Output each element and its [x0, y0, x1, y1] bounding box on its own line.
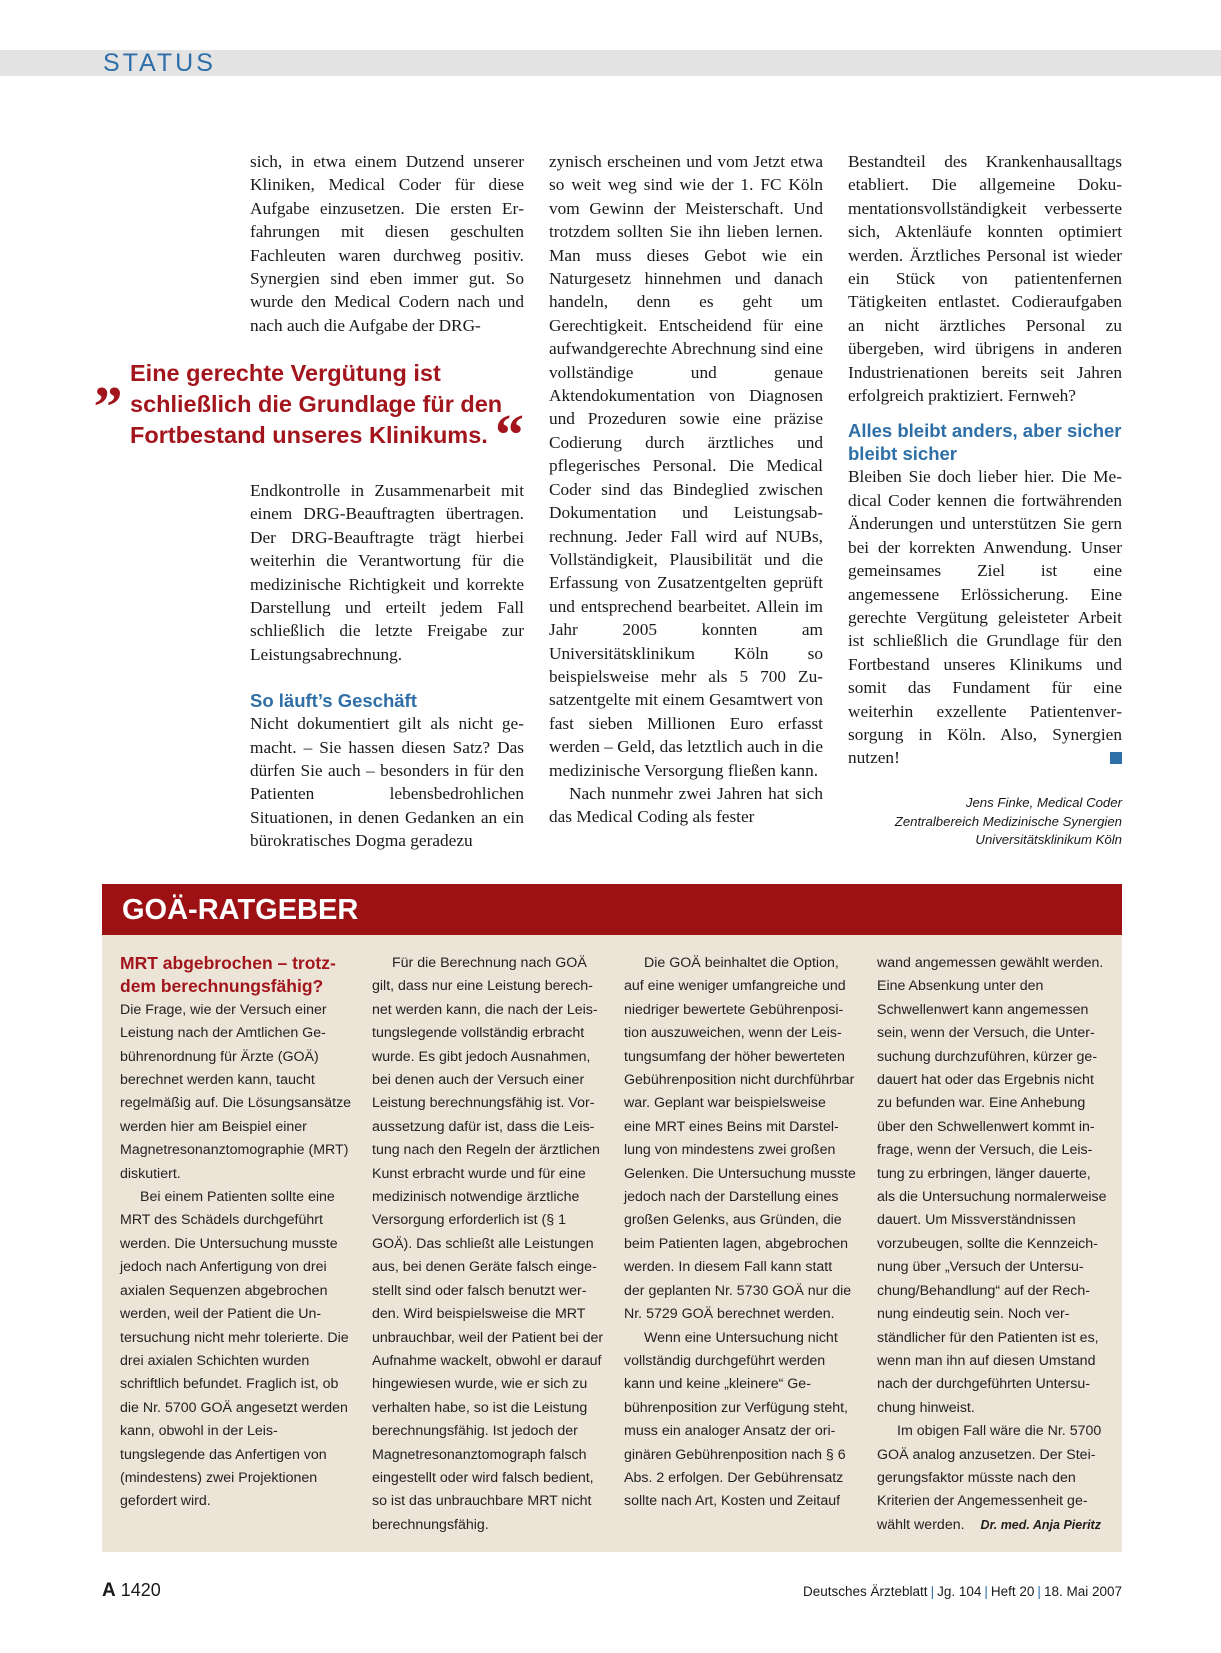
article-closing-text: Bleiben Sie doch lieber hier. Die Medical Coder kennen die fortwährenden Änderungen und unterstützen Sie gern bei der korrekten Anwendung. Unser gemeinsames Ziel ist eine angemessene Erlössicherung. Eine gerechte Vergütung geleisteter Arbeit ist schließlich die Grundlage für den Fortbestand unseres Klinikums und somit das Fundament für eine weiterhin exzellente Patientenversorgung in Köln. Also, Synergien nutzen!: [848, 467, 1122, 768]
article-subhead: So läuft’s Geschäft: [250, 690, 417, 712]
goa-paragraph: Bei einem Patienten sollte eine MRT des Schädels durchgeführt werden. Die Untersuchung musste jedoch nach Anfertigung von drei axialen Sequenzen abgebrochen werden, weil der Patient die Untersuchung nicht mehr tolerierte. Die drei axialen Schichten wurden schriftlich befundet. Fraglich ist, ob die Nr. 5700 GOÄ angesetzt werden kann, obwohl in der Leistungslegende das Anfertigen von (mindestens) zwei Projektionen gefordert wird.: [120, 1189, 349, 1510]
goa-column-1: [120, 952, 352, 1514]
page-number: [102, 1580, 161, 1602]
goa-closing-text: Im obigen Fall wäre die Nr. 5700 GOÄ analog anzusetzen. Der Steigerungsfaktor müsste nach den Kriterien der Angemessenheit gewählt werden.: [877, 1423, 1102, 1533]
goa-paragraph: Für die Berechnung nach GOÄ gilt, dass nur eine Leistung berechnet werden kann, die nach der Leistungslegende vollständig erbracht wurde. Es gibt jedoch Ausnahmen, bei denen auch der Versuch einer Leistung berechnungsfähig ist. Voraussetzung dafür ist, dass die Leistung nach den Regeln der ärztlichen Kunst erbracht wurde und für eine medizinisch notwendige ärztliche Versorgung erforderlich ist (§ 1 GOÄ). Das schließt alle Leistungen aus, bei denen Geräte falsch eingestellt sind oder falsch benutzt werden. Wird beispielsweise die MRT unbrauchbar, weil der Patient bei der Aufnahme wackelt, obwohl er darauf hingewiesen wurde, wie er sich zu verhalten habe, so ist die Leistung berechnungsfähig. Ist jedoch der Magnetresonanztomograph falsch eingestellt oder wird falsch bedient, so ist das unbrauchbare MRT nicht berechnungsfähig.: [372, 955, 604, 1533]
goa-paragraph: Die Frage, wie der Versuch einer Leistung nach der Amtlichen Gebührenordnung für Ärzte (GOÄ) berechnet werden kann, taucht regelmäßig auf. Die Lösungsansätze werden hier am Beispiel einer Magnetresonanztomographie (MRT) diskutiert.: [120, 1001, 352, 1182]
quote-close-mark: “: [495, 402, 524, 467]
article-paragraph: sich, in etwa einem Dutzend unserer Kliniken, Medical Coder für diese Aufgabe einzusetzen. Die ersten Erfahrungen mit diesen geschulten Fachleuten waren durchweg positiv. Synergien sind eben immer gut. So wurde den Medical Codern nach und nach auch die Aufgabe der DRG-: [250, 152, 524, 335]
author-signature: [850, 794, 1122, 850]
article-column-1: [250, 150, 524, 337]
page-prefix: A: [102, 1580, 116, 1601]
journal-name: Deutsches Ärzteblatt: [803, 1584, 928, 1599]
journal-citation: [803, 1584, 1122, 1599]
quote-open-mark: „: [94, 344, 123, 409]
goa-paragraph: wand angemessen gewählt werden. Eine Absenkung unter den Schwellenwert kann angemessen sein, wenn der Versuch, die Untersuchung durchzuführen, kürzer gedauert hat oder das Ergebnis nicht zu befunden war. Eine Anhebung über den Schwellenwert kommt infrage, wenn der Versuch, die Leistung zu erbringen, länger dauerte, als die Untersuchung normalerweise dauert. Um Missverständnissen vorzubeugen, sollte die Kennzeichnung über „Versuch der Untersuchung/Behandlung“ auf der Rechnung eindeutig sein. Noch verständlicher für den Patienten ist es, wenn man ihn auf diesen Umstand nach der durchgeführten Untersuchung hinweist.: [877, 955, 1107, 1416]
pull-quote: Eine gerechte Vergütung ist schließlich die Grundlage für den Fortbestand unseres Klinikums.: [130, 360, 503, 448]
article-paragraph: Nicht dokumentiert gilt als nicht gemacht. – Sie hassen diesen Satz? Das dürfen Sie auch – besonders in für den Patienten lebensbedrohlichen Situationen, in denen Gedanken an ein bürokratisches Dogma geradezu: [250, 714, 524, 851]
author-organization: Universitätsklinikum Köln: [975, 832, 1122, 847]
separator: |: [984, 1584, 988, 1599]
goa-column-4: [877, 952, 1109, 1537]
separator: |: [930, 1584, 935, 1599]
article-paragraph: Bestandteil des Krankenhausalltags etabliert. Die allgemeine Dokumentationsvollständigkeit verbesserte sich, Aktenläufe konnten optimiert werden. Ärztliches Personal ist wieder ein Stück von patientenfernen Tätigkeiten entlastet. Codieraufgaben an nicht ärztliches Personal zu übergeben, wird übrigens in anderen Industrienationen bereits seit Jahren erfolgreich praktiziert. Fernweh?: [848, 152, 1122, 406]
journal-issue: Heft 20: [990, 1584, 1035, 1599]
author-department: Zentralbereich Medizinische Synergien: [894, 813, 1122, 829]
end-of-article-square-icon: [1110, 752, 1122, 764]
article-column-1-continued: [250, 479, 524, 853]
article-paragraph: Endkontrolle in Zusammenarbeit mit einem DRG-Beauftragten übertragen. Der DRG-Beauftragte trägt hierbei weiterhin die Verantwortung für die medizinische Richtigkeit und korrekte Darstellung und erteilt jedem Fall schließlich die letzte Freigabe zur Leistungsabrechnung.: [250, 481, 524, 664]
goa-paragraph: Die GOÄ beinhaltet die Option, auf eine weniger umfangreiche und niedriger bewertete Gebührenposition auszuweichen, wenn der Leistungsumfang der höher bewerteten Gebührenposition nicht durchführbar war. Geplant war beispielsweise eine MRT eines Beins mit Darstellung von mindestens zwei großen Gelenken. Die Untersuchung musste jedoch nach der Darstellung eines großen Gelenks, aus Gründen, die beim Patienten lagen, abgebrochen werden. In diesem Fall kann statt der geplanten Nr. 5730 GOÄ nur die Nr. 5729 GOÄ berechnet werden.: [624, 955, 856, 1323]
article-column-2: [549, 150, 823, 829]
goa-subhead: MRT abgebrochen – trotzdem berechnungsfähig?: [120, 953, 336, 997]
article-subhead: Alles bleibt anders, aber sicher bleibt sicher: [848, 420, 1122, 465]
author-name: Jens Finke, Medical Coder: [965, 795, 1122, 810]
journal-date: 18. Mai 2007: [1043, 1584, 1122, 1599]
article-column-3: [848, 150, 1122, 770]
article-paragraph: Nach nunmehr zwei Jahren hat sich das Medical Coding als fester: [549, 783, 823, 827]
goa-column-3: [624, 952, 856, 1514]
goa-author: Dr. med. Anja Pieritz: [980, 1517, 1101, 1532]
goa-ratgeber-title: GOÄ-RATGEBER: [122, 894, 359, 926]
goa-paragraph: [877, 1420, 1109, 1537]
article-paragraph: [848, 465, 1122, 769]
goa-paragraph: Wenn eine Untersuchung nicht vollständig durchgeführt werden kann und keine „kleinere“ Gebührenposition zur Verfügung steht, muss ein analoger Ansatz der originären Gebührenposition nach § 6 Abs. 2 erfolgen. Der Gebührensatz sollte nach Art, Kosten und Zeitauf: [624, 1329, 848, 1510]
goa-column-2: [372, 952, 604, 1537]
page-number-value: 1420: [120, 1580, 161, 1600]
journal-volume: Jg. 104: [937, 1584, 982, 1599]
separator: |: [1037, 1584, 1041, 1599]
article-paragraph: zynisch erscheinen und vom Jetzt etwa so weit weg sind wie der 1. FC Köln vom Gewinn der Meisterschaft. Und trotzdem sollten Sie ihn lieben lernen. Man muss dieses Gebot wie ein Naturgesetz hinnehmen und danach handeln, denn es geht um Gerechtigkeit. Entscheidend für eine aufwandgerechte Abrechnung sind eine vollständige und genaue Aktendokumentation von Diagnosen und Prozeduren sowie eine präzise Codierung durch ärztliches und pflegerisches Personal. Die Medical Coder sind das Bindeglied zwischen Dokumentation und Leistungsabrechnung. Jeder Fall wird auf NUBs, Vollständigkeit, Plausibilität und die Erfassung von Zusatzentgelten geprüft und entsprechend bearbeitet. Allein im Jahr 2005 konnten am Universitätsklinikum Köln so beispielsweise mehr als 5 700 Zusatzentgelte mit einem Gesamtwert von fast sieben Millionen Euro erfasst werden – Geld, das letztlich auch in die medizinische Versorgung fließen kann.: [549, 152, 823, 780]
section-label: STATUS: [103, 49, 216, 77]
